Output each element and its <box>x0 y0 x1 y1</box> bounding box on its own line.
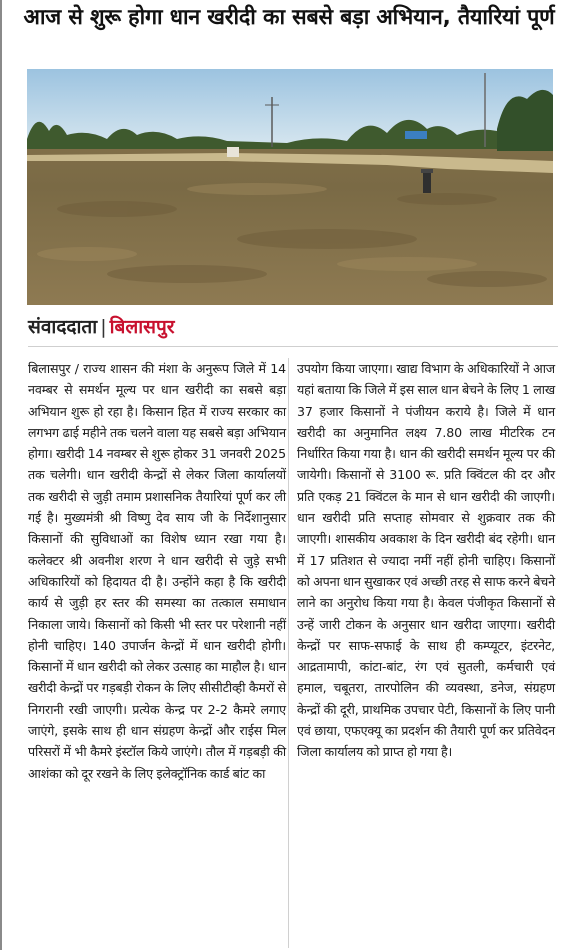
byline-city: बिलासपुर <box>109 316 175 338</box>
headline: आज से शुरू होगा धान खरीदी का सबसे बड़ा अभियान, तैयारियां पूर्ण <box>23 5 555 30</box>
byline <box>28 312 558 347</box>
byline-reporter: संवाददाता <box>28 316 98 338</box>
byline-separator: | <box>100 316 107 338</box>
column-divider <box>288 358 289 948</box>
article-column-left: बिलासपुर / राज्य शासन की मंशा के अनुरूप जिले में 14 नवम्बर से समर्थन मूल्य पर धान खरीदी का सबसे बड़ा अभियान शुरू हो रहा है। किसान हित में राज्य सरकार का लगभग ढाई महीने तक चलने वाला यह सबसे बड़ा अभियान होगा। खरीदी 14 नवम्बर से शुरू होकर 31 जनवरी 2025 तक चलेगी। धान खरीदी केन्द्रों से लेकर जिला कार्यालयों तक खरीदी से जुड़ी तमाम प्रशासनिक तैयारियां पूर्ण कर ली गई है। मुख्यमंत्री श्री विष्णु देव साय जी के निर्देशानुसार किसानों की सुविधाओं का विशेष ध्यान रखा गया है। कलेक्टर श्री अवनीश शरण ने धान खरीदी से जुड़े सभी अधिकारियों को हिदायत दी है। उन्होंने कहा है कि खरीदी कार्य से जुड़ी हर स्तर की समस्या का तत्काल समाधान निकाला जाये। किसानों को किसी भी स्तर पर परेशानी नहीं होनी चाहिए। 140 उपार्जन केन्द्रों में धान खरीदी होगी। किसानों में धान खरीदी को लेकर उत्साह का माहौल है। धान खरीदी केन्द्रों पर गड़बड़ी रोकन के लिए सीसीटीव्ही कैमरों से निगरानी रखी जाएगी। प्रत्येक केन्द्र पर 2-2 कैमरे लगाए जाएंगे, इसके साथ ही धान संग्रहण केन्द्रों और राईस मिल परिसरों में भी कैमरे इंस्टॉल किये जाएंगे। तौल में गड़बड़ी की आशंका को दूर रखने के लिए इलेक्ट्रॉनिक कार्ड बांट का <box>28 361 286 781</box>
article-column-right: उपयोग किया जाएगा। खाद्य विभाग के अधिकारियों ने आज यहां बताया कि जिले में इस साल धान बेचने के लिए 1 लाख 37 हजार किसानों ने पंजीयन कराये है। जिले में धान खरीदी का अनुमानित लक्ष्य 7.80 लाख मीटरिक टन निर्धारित किया गया है। धान की खरीदी समर्थन मूल्य पर की जायेगी। किसानों से 3100 रू. प्रति क्विंटल की दर और प्रति एकड़ 21 क्विंटल के मान से धान खरीदी की जाएगी। धान खरीदी प्रति सप्ताह सोमवार से शुक्रवार तक की जाएगी। शासकीय अवकाश के दिन खरीदी बंद रहेगी। धान में 17 प्रतिशत से ज्यादा नमीं नहीं होनी चाहिए। किसानों को अपना धान सुखाकर एवं अच्छी तरह से साफ करने बेचने लाने का अनुरोध किया गया है। केवल पंजीकृत किसानों से उन्हें जारी टोकन के अनुसार धान खरीदा जाएगा। खरीदी केन्द्रों पर साफ-सफाई के साथ ही कम्प्यूटर, इंटरनेट, आद्रतामापी, कांटा-बांट, रंग एवं सुतली, कर्मचारी एवं हमाल, चबूतरा, तारपोलिन की व्यवस्था, डनेज, संग्रहण केन्द्रों की दूरी, प्राथमिक उपचार पेटी, किसानों के लिए पानी एवं छाया, एफएक्यू का प्रदर्शन की तैयारी पूर्ण कर प्रतिवेदन जिला कार्यालय को प्राप्त हो गया है। <box>297 361 555 760</box>
paddy-procurement-yard-photo <box>27 69 553 305</box>
